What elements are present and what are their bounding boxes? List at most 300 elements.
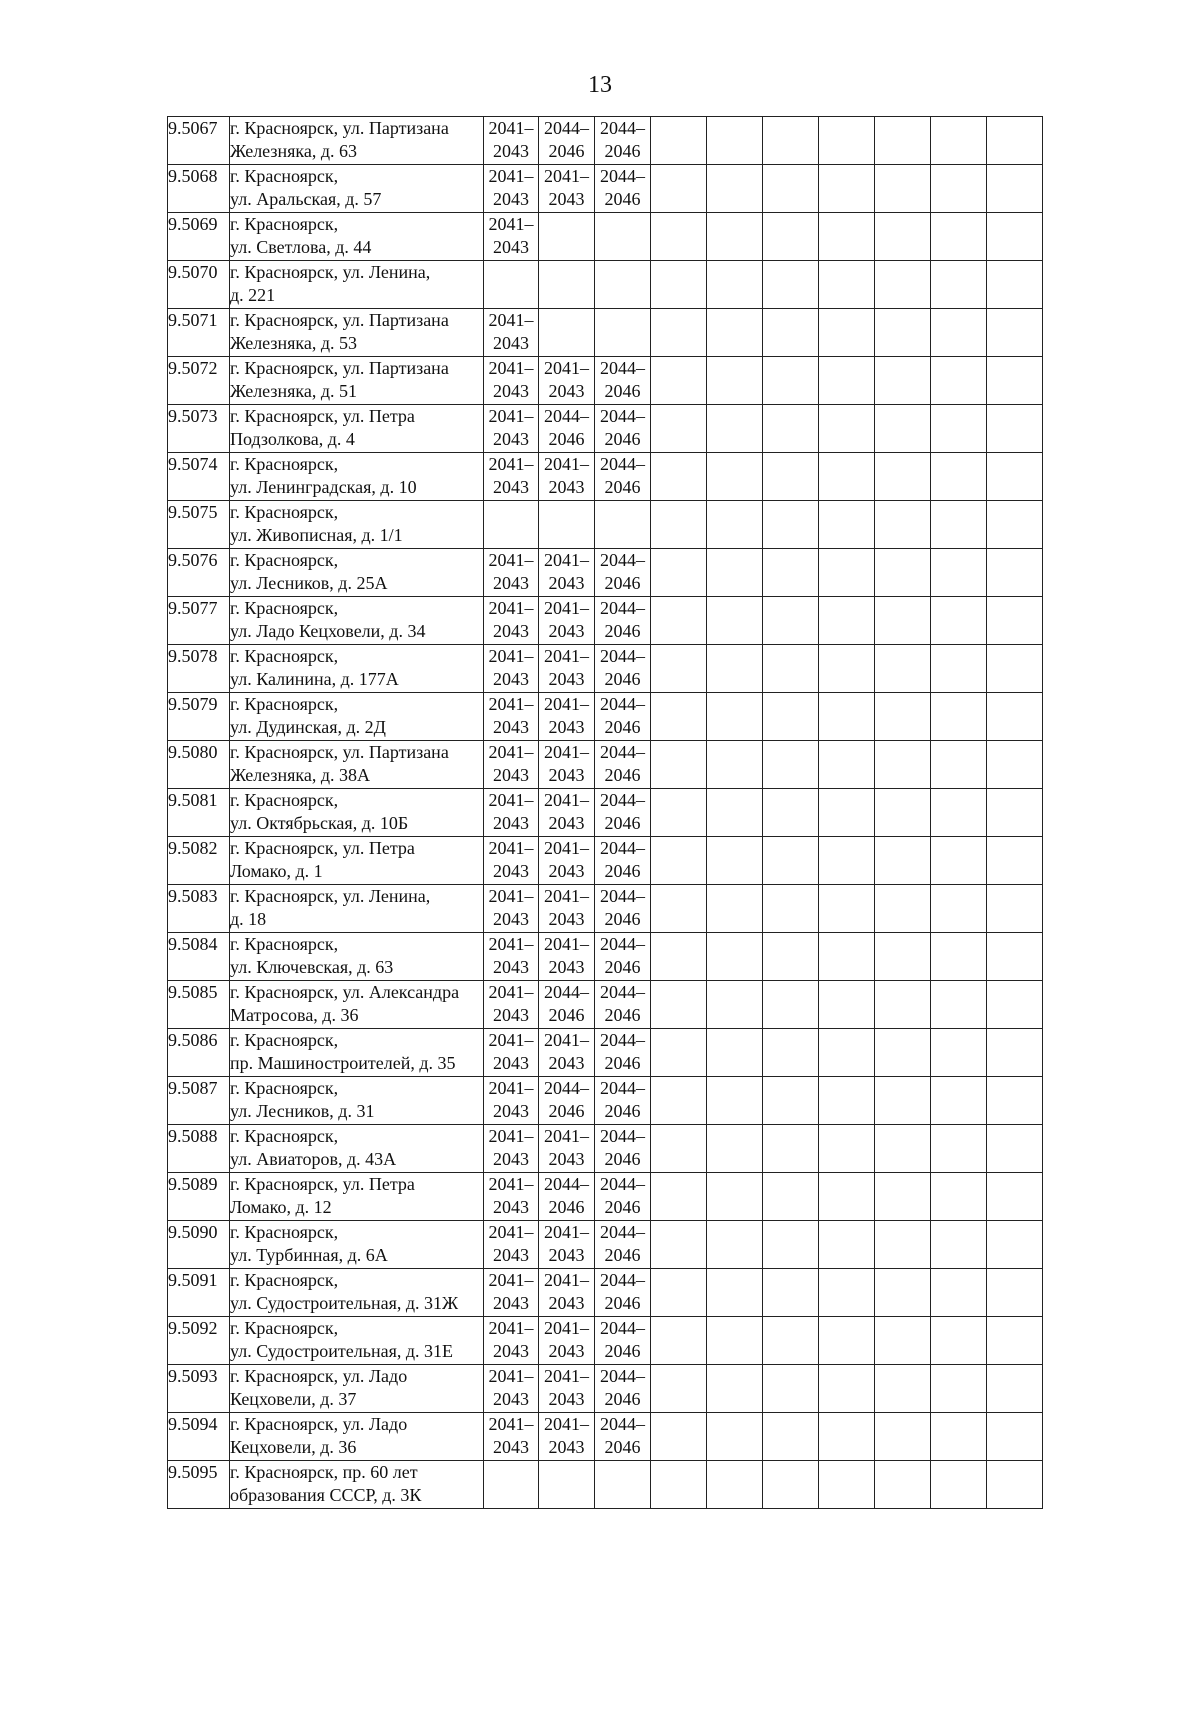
empty-cell (707, 117, 763, 165)
period-cell-y1 (484, 1461, 539, 1509)
address-line: Кецховели, д. 37 (230, 1389, 357, 1409)
row-number-cell: 9.5072 (168, 357, 230, 405)
empty-cell (651, 741, 707, 789)
table-row (168, 405, 1043, 453)
empty-cell (651, 453, 707, 501)
period-line: 2041– (544, 1414, 589, 1434)
address-line: ул. Ладо Кецховели, д. 34 (230, 621, 426, 641)
empty-cell (819, 1461, 875, 1509)
period-line: 2043 (493, 1341, 529, 1361)
row-number-cell: 9.5084 (168, 933, 230, 981)
empty-cell (987, 165, 1043, 213)
period-line: 2043 (493, 1197, 529, 1217)
empty-cell (707, 501, 763, 549)
period-line: 2043 (493, 141, 529, 161)
empty-cell (707, 1413, 763, 1461)
empty-cell (931, 117, 987, 165)
address-cell (230, 1413, 484, 1461)
empty-cell (819, 693, 875, 741)
empty-cell (819, 1365, 875, 1413)
address-line: Железняка, д. 63 (230, 141, 358, 161)
empty-cell (819, 741, 875, 789)
row-number-cell: 9.5090 (168, 1221, 230, 1269)
address-line: ул. Турбинная, д. 6А (230, 1245, 388, 1265)
table-row (168, 597, 1043, 645)
period-line: 2044– (544, 406, 589, 426)
empty-cell (819, 933, 875, 981)
empty-cell (875, 501, 931, 549)
period-line: 2043 (548, 1437, 585, 1457)
empty-cell (875, 405, 931, 453)
address-cell (230, 309, 484, 357)
period-line: 2041– (488, 838, 534, 858)
empty-cell (651, 789, 707, 837)
period-line: 2043 (493, 765, 529, 785)
period-line: 2041– (488, 1222, 534, 1242)
period-line: 2046 (548, 1101, 585, 1121)
address-line: г. Красноярск, ул. Ладо (230, 1414, 408, 1434)
period-line: 2043 (548, 1293, 585, 1313)
address-line: г. Красноярск, (230, 694, 339, 714)
period-cell-y3 (595, 1077, 651, 1125)
table-row (168, 549, 1043, 597)
period-line: 2046 (604, 813, 641, 833)
period-line: 2044– (600, 1078, 645, 1098)
empty-cell (931, 1173, 987, 1221)
empty-cell (819, 213, 875, 261)
empty-cell (707, 1221, 763, 1269)
empty-cell (819, 1413, 875, 1461)
period-line: 2043 (548, 573, 585, 593)
empty-cell (875, 597, 931, 645)
address-cell (230, 1365, 484, 1413)
empty-cell (763, 693, 819, 741)
period-line: 2041– (544, 934, 589, 954)
period-line: 2046 (604, 1341, 641, 1361)
address-line: ул. Ключевская, д. 63 (230, 957, 394, 977)
table-row (168, 165, 1043, 213)
period-line: 2044– (544, 982, 589, 1002)
empty-cell (651, 1173, 707, 1221)
empty-cell (763, 501, 819, 549)
period-line: 2046 (548, 429, 585, 449)
period-line: 2046 (548, 1005, 585, 1025)
period-line: 2044– (600, 1366, 645, 1386)
address-line: г. Красноярск, (230, 1318, 339, 1338)
row-number-cell: 9.5078 (168, 645, 230, 693)
address-cell (230, 1269, 484, 1317)
row-number-cell: 9.5069 (168, 213, 230, 261)
empty-cell (819, 1269, 875, 1317)
period-line: 2044– (544, 1078, 589, 1098)
empty-cell (931, 405, 987, 453)
period-cell-y2 (539, 597, 595, 645)
period-cell-y3 (595, 357, 651, 405)
address-cell (230, 213, 484, 261)
period-line: 2046 (604, 1101, 641, 1121)
table-row (168, 837, 1043, 885)
period-line: 2041– (488, 598, 534, 618)
table-row (168, 885, 1043, 933)
empty-cell (987, 885, 1043, 933)
period-line: 2044– (600, 598, 645, 618)
period-cell-y1 (484, 1269, 539, 1317)
empty-cell (763, 213, 819, 261)
address-line: г. Красноярск, (230, 166, 339, 186)
row-number-cell: 9.5093 (168, 1365, 230, 1413)
period-cell-y2 (539, 501, 595, 549)
empty-cell (931, 1317, 987, 1365)
table-row (168, 693, 1043, 741)
period-line: 2046 (604, 621, 641, 641)
period-cell-y2 (539, 741, 595, 789)
period-cell-y1 (484, 453, 539, 501)
period-line: 2041– (488, 118, 534, 138)
period-cell-y1 (484, 741, 539, 789)
period-line: 2043 (493, 1389, 529, 1409)
period-line: 2046 (604, 1389, 641, 1409)
schedule-table (167, 116, 1043, 1509)
table-row (168, 1125, 1043, 1173)
empty-cell (651, 309, 707, 357)
empty-cell (987, 261, 1043, 309)
empty-cell (987, 453, 1043, 501)
table-row (168, 1269, 1043, 1317)
address-line: г. Красноярск, ул. Ладо (230, 1366, 408, 1386)
period-cell-y3 (595, 645, 651, 693)
empty-cell (651, 837, 707, 885)
empty-cell (707, 165, 763, 213)
address-line: г. Красноярск, ул. Партизана (230, 742, 449, 762)
empty-cell (987, 117, 1043, 165)
empty-cell (987, 1461, 1043, 1509)
period-line: 2041– (488, 934, 534, 954)
address-cell (230, 453, 484, 501)
period-line: 2043 (493, 1053, 529, 1073)
address-line: ул. Лесников, д. 31 (230, 1101, 375, 1121)
period-line: 2043 (493, 477, 529, 497)
period-line: 2044– (600, 166, 645, 186)
address-cell (230, 117, 484, 165)
address-line: г. Красноярск, пр. 60 лет (230, 1462, 418, 1482)
period-line: 2043 (493, 621, 529, 641)
empty-cell (931, 1029, 987, 1077)
empty-cell (987, 1173, 1043, 1221)
empty-cell (651, 1413, 707, 1461)
empty-cell (819, 1029, 875, 1077)
empty-cell (707, 837, 763, 885)
period-line: 2043 (493, 381, 529, 401)
address-line: ул. Светлова, д. 44 (230, 237, 372, 257)
address-line: образования СССР, д. 3К (230, 1485, 422, 1505)
table-row (168, 117, 1043, 165)
page-number: 13 (588, 72, 612, 98)
empty-cell (875, 1269, 931, 1317)
period-cell-y2 (539, 453, 595, 501)
empty-cell (651, 117, 707, 165)
empty-cell (819, 165, 875, 213)
address-line: г. Красноярск, ул. Партизана (230, 118, 449, 138)
period-line: 2043 (548, 909, 585, 929)
empty-cell (763, 117, 819, 165)
empty-cell (875, 357, 931, 405)
address-cell (230, 549, 484, 597)
empty-cell (707, 405, 763, 453)
empty-cell (819, 309, 875, 357)
empty-cell (931, 1413, 987, 1461)
period-cell-y1 (484, 933, 539, 981)
empty-cell (987, 597, 1043, 645)
empty-cell (987, 1269, 1043, 1317)
period-line: 2043 (548, 813, 585, 833)
period-cell-y3 (595, 789, 651, 837)
empty-cell (987, 1221, 1043, 1269)
period-cell-y1 (484, 1077, 539, 1125)
empty-cell (819, 645, 875, 693)
empty-cell (707, 1461, 763, 1509)
address-line: ул. Судостроительная, д. 31Ж (230, 1293, 459, 1313)
period-line: 2046 (548, 141, 585, 161)
row-number-cell: 9.5085 (168, 981, 230, 1029)
period-cell-y1 (484, 789, 539, 837)
empty-cell (987, 933, 1043, 981)
period-cell-y3 (595, 1029, 651, 1077)
empty-cell (707, 597, 763, 645)
empty-cell (819, 1077, 875, 1125)
empty-cell (987, 213, 1043, 261)
empty-cell (763, 165, 819, 213)
address-cell (230, 1077, 484, 1125)
period-cell-y2 (539, 693, 595, 741)
period-line: 2041– (544, 454, 589, 474)
empty-cell (651, 213, 707, 261)
empty-cell (987, 741, 1043, 789)
empty-cell (987, 1413, 1043, 1461)
table-row (168, 261, 1043, 309)
address-line: г. Красноярск, ул. Петра (230, 406, 415, 426)
empty-cell (875, 453, 931, 501)
address-line: г. Красноярск, (230, 790, 339, 810)
period-cell-y3 (595, 117, 651, 165)
address-cell (230, 501, 484, 549)
period-cell-y2 (539, 405, 595, 453)
period-line: 2044– (600, 1126, 645, 1146)
table-row (168, 1365, 1043, 1413)
empty-cell (819, 1221, 875, 1269)
row-number-cell: 9.5083 (168, 885, 230, 933)
empty-cell (875, 789, 931, 837)
period-cell-y3 (595, 933, 651, 981)
empty-cell (819, 453, 875, 501)
period-line: 2046 (604, 381, 641, 401)
period-line: 2046 (604, 1245, 641, 1265)
empty-cell (931, 837, 987, 885)
empty-cell (651, 1269, 707, 1317)
address-line: г. Красноярск, (230, 1126, 339, 1146)
empty-cell (931, 693, 987, 741)
period-cell-y3 (595, 165, 651, 213)
empty-cell (707, 981, 763, 1029)
address-line: д. 221 (230, 285, 276, 305)
empty-cell (707, 693, 763, 741)
period-line: 2041– (488, 1126, 534, 1146)
period-cell-y3 (595, 309, 651, 357)
period-cell-y2 (539, 1413, 595, 1461)
empty-cell (651, 1317, 707, 1365)
period-line: 2043 (548, 717, 585, 737)
period-cell-y3 (595, 741, 651, 789)
empty-cell (651, 357, 707, 405)
period-cell-y3 (595, 1317, 651, 1365)
empty-cell (931, 981, 987, 1029)
empty-cell (707, 885, 763, 933)
empty-cell (763, 1365, 819, 1413)
row-number-cell: 9.5095 (168, 1461, 230, 1509)
empty-cell (651, 1125, 707, 1173)
period-line: 2043 (493, 669, 529, 689)
table-row (168, 1461, 1043, 1509)
period-line: 2046 (604, 957, 641, 977)
empty-cell (931, 885, 987, 933)
table-row (168, 309, 1043, 357)
empty-cell (875, 1029, 931, 1077)
address-line: г. Красноярск, ул. Партизана (230, 310, 449, 330)
address-cell (230, 693, 484, 741)
period-line: 2041– (488, 1366, 534, 1386)
period-line: 2041– (544, 742, 589, 762)
period-line: 2044– (600, 1174, 645, 1194)
period-cell-y2 (539, 789, 595, 837)
empty-cell (763, 1029, 819, 1077)
empty-cell (707, 309, 763, 357)
empty-cell (875, 549, 931, 597)
period-cell-y2 (539, 165, 595, 213)
empty-cell (763, 1461, 819, 1509)
empty-cell (763, 309, 819, 357)
empty-cell (707, 357, 763, 405)
empty-cell (931, 453, 987, 501)
period-line: 2044– (600, 1222, 645, 1242)
period-line: 2044– (600, 838, 645, 858)
empty-cell (987, 645, 1043, 693)
period-line: 2044– (600, 358, 645, 378)
row-number-cell: 9.5087 (168, 1077, 230, 1125)
row-number-cell: 9.5070 (168, 261, 230, 309)
period-line: 2041– (488, 742, 534, 762)
period-cell-y1 (484, 405, 539, 453)
period-cell-y1 (484, 645, 539, 693)
period-line: 2044– (600, 1270, 645, 1290)
period-line: 2044– (600, 1414, 645, 1434)
period-line: 2041– (488, 454, 534, 474)
period-cell-y3 (595, 1269, 651, 1317)
period-line: 2041– (544, 1126, 589, 1146)
empty-cell (931, 213, 987, 261)
empty-cell (819, 885, 875, 933)
address-line: г. Красноярск, (230, 1030, 339, 1050)
period-line: 2046 (604, 1053, 641, 1073)
period-line: 2046 (604, 1149, 641, 1169)
period-line: 2041– (488, 550, 534, 570)
period-cell-y1 (484, 1029, 539, 1077)
empty-cell (987, 837, 1043, 885)
empty-cell (763, 981, 819, 1029)
period-line: 2041– (488, 646, 534, 666)
period-line: 2046 (604, 1437, 641, 1457)
period-line: 2041– (544, 1366, 589, 1386)
empty-cell (931, 1461, 987, 1509)
table-row (168, 213, 1043, 261)
period-line: 2043 (493, 957, 529, 977)
address-line: ул. Октябрьская, д. 10Б (230, 813, 409, 833)
empty-cell (987, 789, 1043, 837)
period-line: 2046 (604, 765, 641, 785)
empty-cell (651, 1461, 707, 1509)
empty-cell (651, 597, 707, 645)
period-line: 2046 (604, 861, 641, 881)
address-cell (230, 1221, 484, 1269)
period-line: 2041– (544, 1318, 589, 1338)
empty-cell (931, 645, 987, 693)
row-number-cell: 9.5079 (168, 693, 230, 741)
period-line: 2041– (488, 1078, 534, 1098)
address-line: г. Красноярск, ул. Ленина, (230, 886, 431, 906)
address-cell (230, 357, 484, 405)
table-row (168, 1173, 1043, 1221)
address-line: Кецховели, д. 36 (230, 1437, 357, 1457)
row-number-cell: 9.5094 (168, 1413, 230, 1461)
empty-cell (987, 1365, 1043, 1413)
empty-cell (707, 789, 763, 837)
address-cell (230, 597, 484, 645)
period-line: 2041– (488, 1030, 534, 1050)
address-line: г. Красноярск, (230, 1222, 339, 1242)
empty-cell (651, 885, 707, 933)
period-line: 2041– (544, 598, 589, 618)
address-cell (230, 1461, 484, 1509)
period-line: 2043 (548, 1389, 585, 1409)
address-line: д. 18 (230, 909, 267, 929)
address-line: г. Красноярск, ул. Александра (230, 982, 460, 1002)
empty-cell (651, 1221, 707, 1269)
period-cell-y1 (484, 837, 539, 885)
period-cell-y3 (595, 597, 651, 645)
period-line: 2044– (544, 118, 589, 138)
period-cell-y3 (595, 1461, 651, 1509)
address-line: пр. Машиностроителей, д. 35 (230, 1053, 456, 1073)
address-line: г. Красноярск, (230, 1270, 339, 1290)
period-cell-y3 (595, 1365, 651, 1413)
empty-cell (763, 645, 819, 693)
period-cell-y2 (539, 549, 595, 597)
address-cell (230, 165, 484, 213)
table-row (168, 789, 1043, 837)
period-line: 2043 (548, 669, 585, 689)
period-line: 2041– (544, 358, 589, 378)
table-row (168, 1413, 1043, 1461)
period-line: 2044– (600, 982, 645, 1002)
row-number-cell: 9.5080 (168, 741, 230, 789)
empty-cell (707, 453, 763, 501)
empty-cell (987, 693, 1043, 741)
period-cell-y2 (539, 1173, 595, 1221)
period-line: 2043 (493, 909, 529, 929)
address-cell (230, 1317, 484, 1365)
period-cell-y3 (595, 837, 651, 885)
empty-cell (819, 405, 875, 453)
empty-cell (931, 1269, 987, 1317)
empty-cell (875, 1125, 931, 1173)
